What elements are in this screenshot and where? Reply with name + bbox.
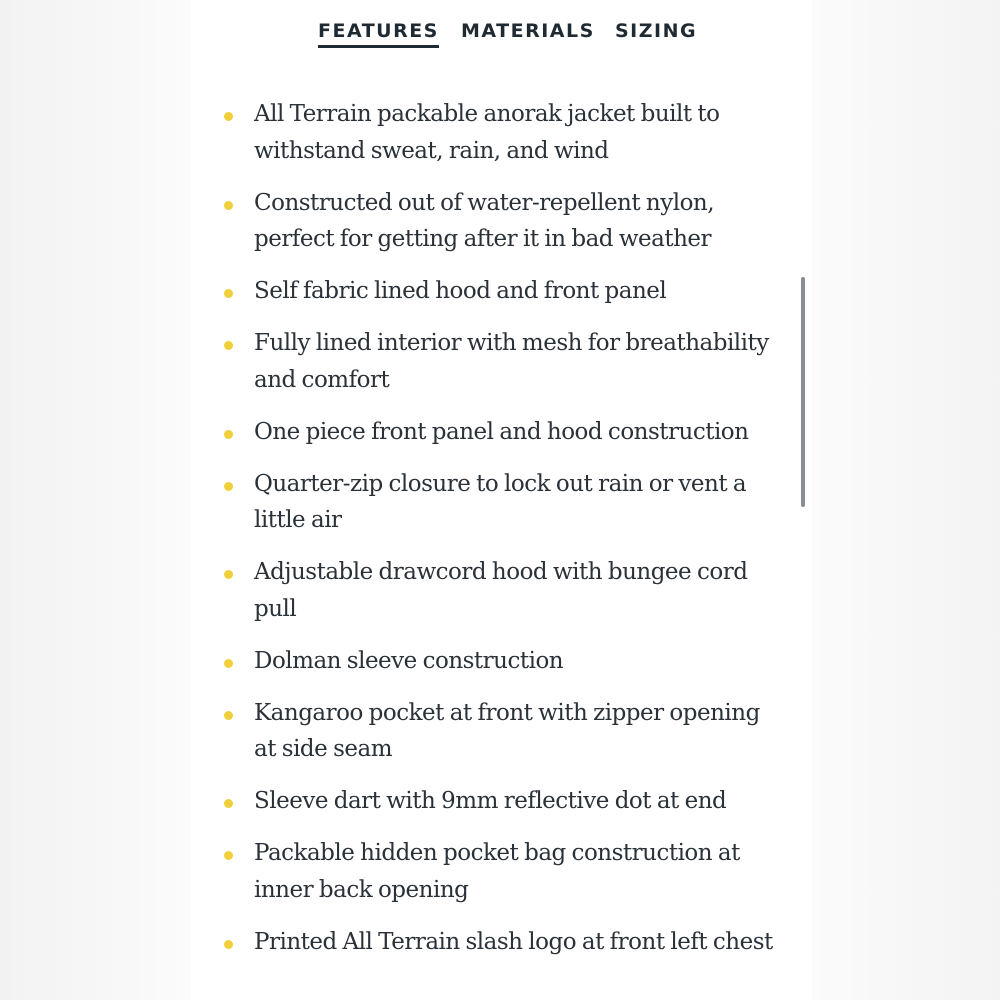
- bullet-dot-icon: [224, 659, 233, 668]
- tab-bar: [190, 18, 812, 50]
- features-list: [190, 96, 812, 976]
- feature-text: One piece front panel and hood construction: [254, 418, 749, 445]
- list-item: [190, 96, 812, 169]
- feature-text: Printed All Terrain slash logo at front left chest: [254, 928, 773, 955]
- list-item: [190, 783, 812, 820]
- bullet-dot-icon: [224, 570, 233, 579]
- tab-sizing[interactable]: SIZING: [615, 20, 698, 42]
- bullet-dot-icon: [224, 482, 233, 491]
- bullet-dot-icon: [224, 940, 233, 949]
- feature-text: Adjustable drawcord hood with bungee cord pull: [254, 559, 748, 622]
- bullet-dot-icon: [224, 711, 233, 720]
- feature-text: Sleeve dart with 9mm reflective dot at end: [254, 788, 727, 814]
- feature-text: Dolman sleeve construction: [254, 647, 564, 674]
- list-item: [190, 185, 812, 258]
- list-item: [190, 643, 812, 680]
- list-item: [190, 325, 812, 398]
- scrollbar-thumb[interactable]: [801, 277, 805, 507]
- product-details-panel: [190, 0, 812, 1000]
- list-item: [190, 695, 812, 768]
- tab-materials[interactable]: MATERIALS: [461, 20, 595, 42]
- bullet-dot-icon: [224, 201, 233, 210]
- list-item: [190, 414, 812, 451]
- list-item: [190, 924, 812, 961]
- list-item: [190, 466, 812, 539]
- feature-text: All Terrain packable anorak jacket built to withstand sweat, rain, and wind: [254, 101, 720, 164]
- feature-text: Fully lined interior with mesh for breathability and comfort: [254, 330, 769, 393]
- list-item: [190, 835, 812, 908]
- bullet-dot-icon: [224, 341, 233, 350]
- bullet-dot-icon: [224, 799, 233, 808]
- feature-text: Quarter-zip closure to lock out rain or vent a little air: [254, 470, 747, 533]
- bullet-dot-icon: [224, 112, 233, 121]
- bullet-dot-icon: [224, 430, 233, 439]
- bullet-dot-icon: [224, 851, 233, 860]
- list-item: [190, 273, 812, 310]
- feature-text: Packable hidden pocket bag construction at inner back opening: [254, 840, 740, 903]
- feature-text: Kangaroo pocket at front with zipper opening at side seam: [254, 699, 760, 762]
- feature-text: Constructed out of water-repellent nylon, perfect for getting after it in bad weather: [254, 189, 715, 252]
- list-item: [190, 554, 812, 627]
- bullet-dot-icon: [224, 289, 233, 298]
- feature-text: Self fabric lined hood and front panel: [254, 278, 667, 304]
- tab-features[interactable]: FEATURES: [318, 18, 439, 48]
